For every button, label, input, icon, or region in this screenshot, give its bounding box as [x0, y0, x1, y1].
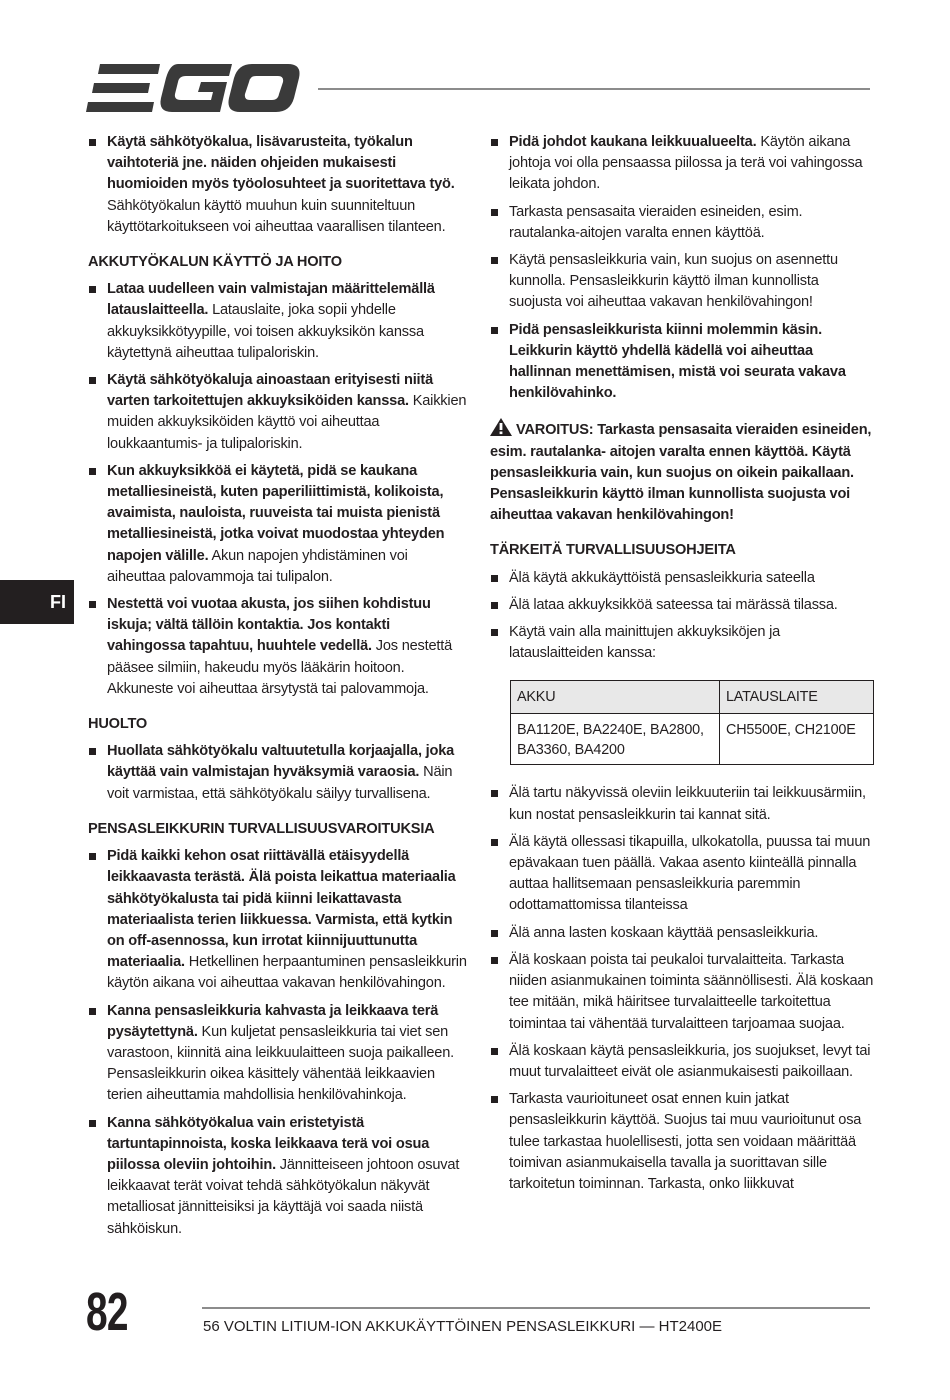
- list-item: [88, 132, 468, 238]
- bullet-icon: [491, 327, 498, 334]
- item-text: Sähkötyökalun käyttö muuhun kuin suunniteltuun käyttötarkoitukseen voi aiheuttaa vaarallisen tilanteen.: [107, 197, 446, 235]
- list-item: [88, 846, 468, 994]
- section-heading-trimmer: PENSASLEIKKURIN TURVALLISUUSVAROITUKSIA: [88, 820, 435, 837]
- list-item: [490, 832, 875, 917]
- right-column: [490, 132, 875, 1201]
- table-cell: BA1120E, BA2240E, BA2800, BA3360, BA4200: [511, 714, 720, 765]
- item-text: Tarkasta pensasaita vieraiden esineiden, esim. rautalanka-aitojen varalta ennen käyttöä.: [509, 203, 803, 241]
- ego-logo: [86, 62, 300, 114]
- list-item: [490, 568, 875, 589]
- bullet-icon: [491, 839, 498, 846]
- item-bold-text: Käytä sähkötyökaluja ainoastaan erityisesti niitä varten tarkoitettujen akkuyksiköiden kanssa.: [107, 372, 433, 410]
- left-column: [88, 132, 468, 1246]
- item-bold-text: Pidä johdot kaukana leikkuualueelta.: [509, 134, 757, 150]
- table-header-cell: AKKU: [511, 681, 720, 714]
- bullet-icon: [491, 139, 498, 146]
- item-text: Kaikkien muiden akkuyksiköiden käyttö voi aiheuttaa loukkaantumis- ja tulipaloriskin.: [107, 393, 467, 452]
- list-item: [490, 132, 875, 196]
- item-text: Älä koskaan poista tai peukaloi turvalaitteita. Tarkasta niiden asianmukainen toiminta säännöllisesti. Älä koskaan tee mitään, mikä häiritsee turvalaitteelle tarkoitettua toimintaa tai vähentää turvalaitteen tarjoamaa suojaa.: [509, 951, 874, 1032]
- bullet-icon: [89, 1008, 96, 1015]
- item-text: Älä käytä ollessasi tikapuilla, ulkokatolla, puussa tai muun epävakaan tuen päällä. Vakaa asento kiinteällä pinnalla auttaa hallitsemaan pensasleikkuria paremmin odottamattomissa tilanteissa: [509, 833, 871, 914]
- item-text: Käytön aikana johtoja voi olla pensaassa piilossa ja terä voi vahingossa leikata johdon.: [509, 134, 863, 193]
- item-bold-text: Kanna pensasleikkuria kahvasta ja leikkaava terä pysäytettynä.: [107, 1002, 439, 1040]
- warning-text: Tarkasta pensasaita vieraiden esineiden, esim. rautalanka- aitojen varalta ennen käyttöä. Käytä pensasleikkuria vain, kun suojus on oikein paikallaan. Pensasleikkurin käyttö ilman kunnollista suojusta voi aiheuttaa vakavan henkilövahingon!: [490, 422, 872, 524]
- item-text: Hetkellinen herpaantuminen pensasleikkurin käytön aikana voi aiheuttaa vakavan henkilövahingon.: [107, 954, 467, 992]
- header-rule: [318, 88, 870, 90]
- item-bold-text: Lataa uudelleen vain valmistajan määrittelemällä latauslaitteella.: [107, 281, 435, 319]
- list-item: [490, 783, 875, 825]
- bullet-icon: [89, 468, 96, 475]
- compatibility-table: [510, 680, 874, 765]
- bullet-icon: [491, 602, 498, 609]
- bullet-icon: [89, 853, 96, 860]
- bullet-icon: [491, 1096, 498, 1103]
- warning-label: VAROITUS:: [516, 422, 594, 439]
- page-number: 82: [86, 1282, 128, 1342]
- footer-title: 56 VOLTIN LITIUM-ION AKKUKÄYTTÖINEN PENSASLEIKKURI — HT2400E: [203, 1318, 723, 1335]
- bullet-icon: [491, 209, 498, 216]
- item-text: Tarkasta vaurioituneet osat ennen kuin jatkat pensasleikkurin käyttöä. Suojus tai muu vaurioitunut osa tulee tarkastaa huolellisesti, jotta sen voidaan määrittää toimivan asianmukaisella tavalla ja suorittavan sille tarkoitetun toiminnan. Tarkasta, onko liikkuvat: [509, 1091, 862, 1192]
- item-text: Älä käytä akkukäyttöistä pensasleikkuria sateella: [509, 569, 815, 586]
- bullet-icon: [89, 601, 96, 608]
- item-bold-text: Pidä pensasleikkurista kiinni molemmin käsin. Leikkurin käyttö yhdellä kädellä voi aiheuttaa hallinnan menettämisen, mistä voi seurata vakava henkilövahinko.: [509, 321, 846, 402]
- bullet-icon: [89, 286, 96, 293]
- item-bold-text: Huollata sähkötyökalu valtuutetulla korjaajalla, joka käyttää vain valmistajan hyväksymiä varaosia.: [107, 743, 455, 781]
- item-text: Älä koskaan käytä pensasleikkuria, jos suojukset, levyt tai muut turvalaitteet eivät ole asianmukaisesti paikoillaan.: [509, 1042, 871, 1080]
- list-item: [490, 595, 875, 616]
- list-item: [490, 1089, 875, 1195]
- list-item: [490, 202, 875, 244]
- warning-triangle-icon: [490, 418, 512, 436]
- bullet-icon: [89, 139, 96, 146]
- bullet-icon: [89, 1120, 96, 1127]
- item-bold-text: Käytä sähkötyökalua, lisävarusteita, työkalun vaihtoteriä jne. näiden ohjeiden mukaisesti huomioiden myös työolosuhteet ja suoritettava työ.: [107, 134, 455, 193]
- bullet-icon: [491, 1048, 498, 1055]
- table-row: [511, 714, 874, 765]
- list-item: [88, 370, 468, 455]
- bullet-icon: [491, 930, 498, 937]
- item-text: Jos nestettä pääsee silmiin, hakeudu myös lääkärin hoitoon. Akkuneste voi aiheuttaa ärsytystä tai palovammoja.: [107, 638, 453, 697]
- item-bold-text: Nestettä voi vuotaa akusta, jos siihen kohdistuu iskuja; vältä tällöin kontaktia. Jos kontakti vahingossa tapahtuu, huuhtele vedellä.: [107, 596, 431, 655]
- bullet-icon: [491, 957, 498, 964]
- table-header-cell: LATAUSLAITE: [720, 681, 874, 714]
- item-text: Käytä pensasleikkuria vain, kun suojus on asennettu kunnolla. Pensasleikkurin käyttö ilman kunnollista suojusta voi aiheuttaa vakavan henkilövahingon!: [509, 252, 838, 311]
- warning-block: [490, 418, 875, 526]
- item-text: Akun napojen yhdistäminen voi aiheuttaa palovammoja tai tulipalon.: [107, 547, 408, 585]
- bullet-icon: [89, 377, 96, 384]
- item-text: Latauslaite, joka sopii yhdelle akkuyksikkötyypille, voi toisen akkuyksikön kanssa käytettynä aiheuttaa tulipaloriskin.: [107, 302, 424, 361]
- bullet-icon: [491, 790, 498, 797]
- list-item: [88, 741, 468, 805]
- bullet-icon: [491, 575, 498, 582]
- table-header-row: [511, 681, 874, 714]
- item-text: Jännitteiseen johtoon osuvat leikkaavat terät voivat tehdä sähkötyökalun näkyvät metalliosat jännitteisiksi ja käyttäjä voi saada niistä sähköiskun.: [107, 1156, 460, 1237]
- footer-rule: [202, 1307, 870, 1309]
- section-heading-battery: AKKUTYÖKALUN KÄYTTÖ JA HOITO: [88, 254, 342, 271]
- section-heading-safety: TÄRKEITÄ TURVALLISUUSOHJEITA: [490, 542, 736, 559]
- list-item: [490, 950, 875, 1035]
- list-item: [88, 461, 468, 588]
- item-text: Älä tartu näkyvissä oleviin leikkuuteriin tai leikkuusärmiin, kun nostat pensasleikkurin tai kannat sitä.: [509, 785, 866, 823]
- list-item: [490, 320, 875, 405]
- item-text: Kun kuljetat pensasleikkuria tai viet sen varastoon, kiinnitä aina leikkuulaitteen suoja paikalleen. Pensasleikkurin oikea käsittely vähentää leikkaavien terien aiheuttamia mahdollisia henkilövahinkoja.: [107, 1023, 454, 1104]
- table-cell: CH5500E, CH2100E: [720, 714, 874, 765]
- list-item: [490, 1041, 875, 1083]
- item-bold-text: Kanna sähkötyökalua vain eristetyistä tartuntapinnoista, koska leikkaava terä voi osua piilossa oleviin johtoihin.: [107, 1114, 430, 1173]
- language-tab: FI: [0, 580, 74, 624]
- list-item: [490, 923, 875, 944]
- item-text: Käytä vain alla mainittujen akkuyksiköjen ja latauslaitteiden kanssa:: [509, 624, 781, 662]
- bullet-icon: [89, 748, 96, 755]
- item-text: Näin voit varmistaa, että sähkötyökalu säilyy turvallisena.: [107, 764, 453, 802]
- bullet-icon: [491, 257, 498, 264]
- list-item: [88, 594, 468, 700]
- item-text: Älä anna lasten koskaan käyttää pensasleikkuria.: [509, 924, 819, 941]
- item-bold-text: Pidä kaikki kehon osat riittävällä etäisyydellä leikkaavasta terästä. Älä poista leikattua materiaalia sähkötyökalusta tai pidä kiinni leikattavasta materiaalista terien liikkuessa. Varmista, että kytkin on off-asennossa, kun irrotat kiinnijuuttunutta materiaalia.: [107, 848, 456, 971]
- list-item: [490, 622, 875, 664]
- list-item: [88, 1113, 468, 1240]
- item-bold-text: Kun akkuyksikköä ei käytetä, pidä se kaukana metalliesineistä, kuten paperiliittimistä, kolikoista, avaimista, nauloista, ruuveista tai muista pienistä metalliesineistä, jotka voivat muodostaa yhteyden napojen välille.: [107, 462, 445, 564]
- bullet-icon: [491, 629, 498, 636]
- section-heading-service: HUOLTO: [88, 716, 148, 733]
- list-item: [490, 250, 875, 314]
- list-item: [88, 279, 468, 364]
- item-text: Älä lataa akkuyksikköä sateessa tai märässä tilassa.: [509, 596, 838, 613]
- list-item: [88, 1001, 468, 1107]
